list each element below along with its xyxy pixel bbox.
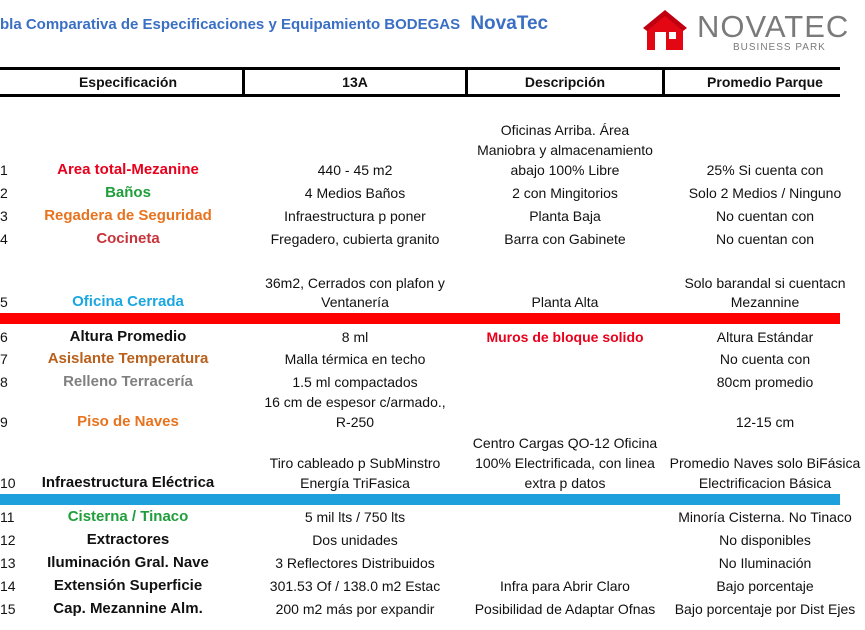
row-number: 3	[0, 208, 8, 224]
row-number: 13	[0, 555, 16, 571]
unit-value: 8 ml	[341, 329, 369, 345]
unit-value: 200 m2 más por expandir	[275, 601, 435, 617]
row-number: 9	[0, 414, 8, 430]
spec-label: Infraestructura Eléctrica	[41, 474, 215, 491]
spec-label: Extensión Superficie	[53, 577, 203, 594]
desc-value: Oficinas Arriba. Área	[500, 122, 630, 138]
unit-value: 3 Reflectores Distribuidos	[275, 555, 435, 571]
desc-value: 2 con Mingitorios	[512, 185, 618, 201]
desc-value: Maniobra y almacenamiento	[477, 142, 653, 158]
avg-value: No cuentan con	[715, 208, 815, 224]
spec-label: Extractores	[86, 531, 170, 548]
unit-value: Ventanería	[321, 294, 389, 310]
spec-label: Piso de Naves	[77, 413, 179, 430]
title-prefix: bla Comparativa de Especificaciones y Equipamiento BODEGAS	[0, 16, 461, 33]
spec-label: Iluminación Gral. Nave	[47, 554, 209, 571]
spec-label: Cocineta	[96, 230, 160, 247]
avg-value: 12-15 cm	[735, 414, 795, 430]
unit-value: 301.53 Of / 138.0 m2 Estac	[269, 578, 441, 594]
row-number: 8	[0, 374, 8, 390]
avg-value: No cuenta con	[719, 351, 811, 367]
row-number: 15	[0, 601, 16, 617]
avg-value: Altura Estándar	[716, 329, 814, 345]
row-number: 4	[0, 231, 8, 247]
desc-value: abajo 100% Libre	[510, 162, 620, 178]
red-section-band	[0, 313, 840, 324]
row-number: 7	[0, 351, 8, 367]
unit-value: 36m2, Cerrados con plafon y	[265, 275, 445, 291]
desc-value: Barra con Gabinete	[504, 231, 626, 247]
avg-value: Minoría Cisterna. No Tinaco	[678, 509, 852, 525]
row-number: 11	[0, 509, 15, 525]
desc-value: Centro Cargas QO-12 Oficina	[472, 435, 658, 451]
desc-value: Planta Alta	[531, 294, 599, 310]
spec-label: Cap. Mezannine Alm.	[53, 600, 203, 617]
desc-value: extra p datos	[524, 475, 606, 491]
avg-value: Solo barandal si cuentacn	[684, 275, 846, 291]
row-number: 2	[0, 185, 8, 201]
spec-label: Baños	[105, 184, 151, 201]
unit-value: Energía TriFasica	[300, 475, 410, 491]
spec-label: Asislante Temperatura	[47, 350, 209, 367]
unit-value: 4 Medios Baños	[304, 185, 406, 201]
avg-value: Electrificacion Básica	[698, 475, 832, 491]
unit-value: 5 mil lts / 750 lts	[304, 509, 406, 525]
unit-value: 440 - 45 m2	[317, 162, 393, 178]
avg-value: Mezannine	[730, 294, 800, 310]
desc-value: 100% Electrificada, con linea	[475, 455, 655, 471]
header-spec: Especificación	[78, 74, 178, 90]
spec-label: Area total-Mezanine	[57, 161, 199, 178]
row-number: 5	[0, 294, 8, 310]
unit-value: R-250	[335, 414, 375, 430]
page-title	[0, 13, 548, 35]
company-logo	[643, 8, 850, 58]
house-logo-icon	[643, 10, 687, 52]
desc-value: Planta Baja	[529, 208, 601, 224]
header-desc: Descripción	[524, 74, 606, 90]
header-avg: Promedio Parque	[707, 74, 823, 90]
avg-value: Bajo porcentaje	[716, 578, 814, 594]
table-header	[0, 67, 840, 97]
unit-value: Infraestructura p poner	[284, 208, 426, 224]
desc-value: Muros de bloque solido	[486, 329, 644, 345]
avg-value: 80cm promedio	[716, 374, 814, 390]
unit-value: Fregadero, cubierta granito	[270, 231, 440, 247]
row-number: 10	[0, 475, 16, 491]
avg-value: Bajo porcentaje por Dist Ejes	[674, 601, 856, 617]
row-number: 12	[0, 532, 16, 548]
avg-value: 25% Si cuenta con	[706, 162, 824, 178]
unit-value: Malla térmica en techo	[284, 351, 426, 367]
unit-value: 1.5 ml compactados	[292, 374, 418, 390]
desc-value: Posibilidad de Adaptar Ofnas	[474, 601, 656, 617]
spec-label: Regadera de Seguridad	[44, 207, 212, 224]
spec-label: Relleno Terracería	[63, 373, 193, 390]
logo-subtitle: BUSINESS PARK	[733, 42, 826, 53]
avg-value: Promedio Naves solo BiFásica	[669, 455, 861, 471]
unit-value: 16 cm de espesor c/armado.,	[264, 394, 446, 410]
spec-label: Altura Promedio	[69, 328, 187, 345]
spec-label: Oficina Cerrada	[72, 293, 184, 310]
blue-section-band	[0, 494, 840, 505]
logo-name: NOVATEC	[697, 9, 850, 44]
row-number: 14	[0, 578, 16, 594]
spec-label: Cisterna / Tinaco	[67, 508, 189, 525]
avg-value: No Iluminación	[718, 555, 812, 571]
unit-value: Dos unidades	[312, 532, 398, 548]
row-number: 1	[0, 162, 8, 178]
desc-value: Infra para Abrir Claro	[500, 578, 630, 594]
header-unit: 13A	[342, 74, 368, 90]
avg-value: No disponibles	[719, 532, 811, 548]
avg-value: Solo 2 Medios / Ninguno	[688, 185, 842, 201]
row-number: 6	[0, 329, 8, 345]
unit-value: Tiro cableado p SubMinstro	[269, 455, 441, 471]
avg-value: No cuentan con	[715, 231, 815, 247]
title-brand: NovaTec	[470, 13, 549, 34]
